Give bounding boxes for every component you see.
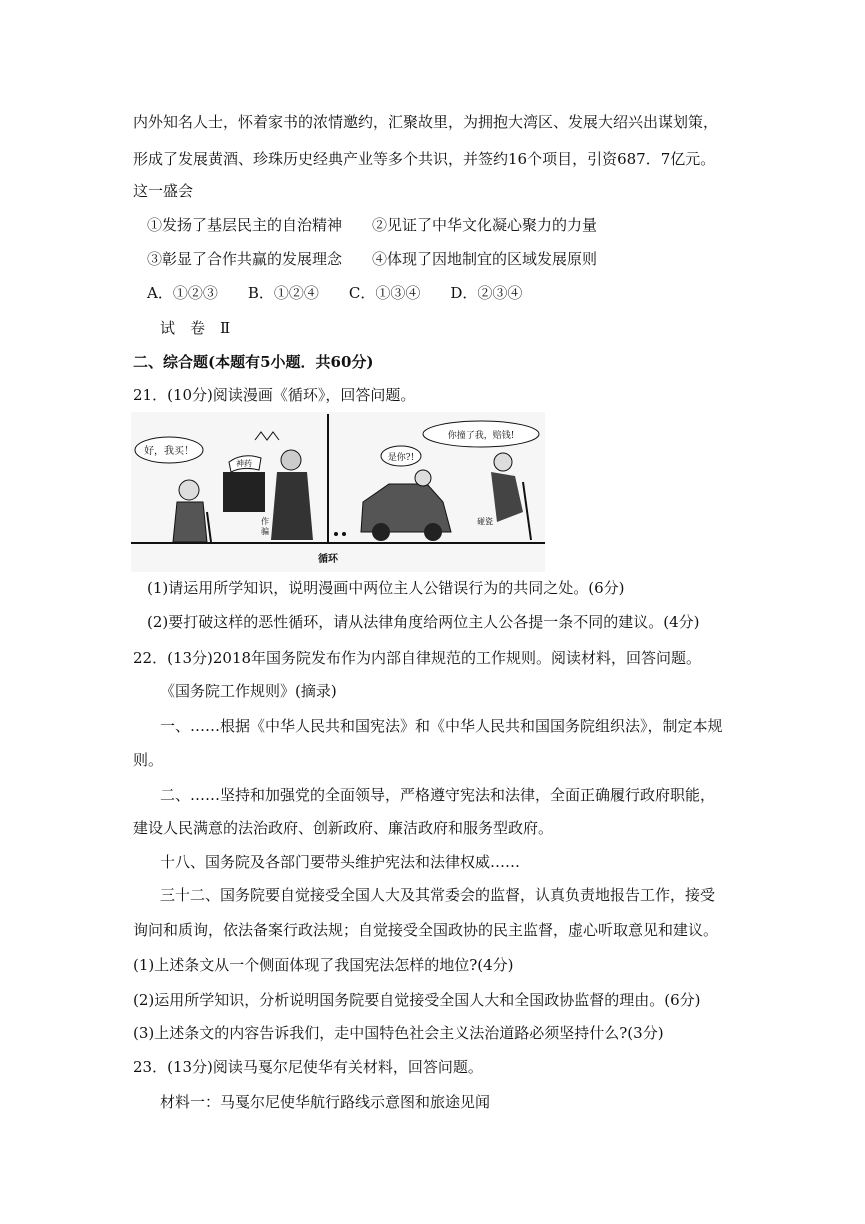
q22-article-1-line-1: 一、……根据《中华人民共和国宪法》和《中华人民共和国国务院组织法》，制定本规: [160, 717, 723, 735]
q20-text-line-2: 形成了发展黄酒、珍珠历史经典产业等多个共识，并签约16个项目，引资687．7亿元。: [133, 150, 716, 168]
q22-article-2-line-1: 二、……坚持和加强党的全面领导，严格遵守宪法和法律，全面正确履行政府职能，: [160, 786, 716, 804]
bubble-old-text: 你撞了我，赔钱!: [447, 431, 515, 441]
q20-answer-choices: A．①②③ B．①②④ C．①③④ D．②③④: [147, 284, 523, 302]
q20-options-line-2: ③彰显了合作共赢的发展理念 ④体现了因地制宜的区域发展原则: [147, 250, 598, 268]
q22-article-1-line-2: 则。: [133, 751, 164, 769]
cartoon-caption: 循环: [318, 554, 338, 565]
q22-article-32-line-2: 询问和质询，依法备案行政法规；自觉接受全国政协的民主监督，虚心听取意见和建议。: [133, 921, 719, 939]
bubble-driver-text: 是你?!: [387, 453, 415, 463]
q21-stem: 21．(10分)阅读漫画《循环》，回答问题。: [133, 386, 416, 404]
q21-sub-question-2: (2)要打破这样的恶性循环，请从法律角度给两位主人公各提一条不同的建议。(4分): [147, 613, 700, 631]
paper-2-title: 试 卷 Ⅱ: [160, 319, 231, 337]
q22-article-2-line-2: 建设人民满意的法治政府、创新政府、廉洁政府和服务型政府。: [133, 819, 554, 837]
q20-text-line-3: 这一盛会: [133, 182, 194, 200]
q23-stem: 23．(13分)阅读马戛尔尼使华有关材料，回答问题。: [133, 1058, 483, 1076]
q22-document-title: 《国务院工作规则》(摘录): [160, 682, 337, 700]
q20-text-line-1: 内外知名人士，怀着家书的浓情邀约，汇聚故里，为拥抱大湾区、发展大绍兴出谋划策，: [133, 113, 719, 131]
q23-material-1: 材料一：马戛尔尼使华航行路线示意图和旅途见闻: [160, 1093, 491, 1111]
q22-article-18: 十八、国务院及各部门要带头维护宪法和法律权威……: [160, 853, 521, 871]
q22-stem: 22．(13分)2018年国务院发布作为内部自律规范的工作规则。阅读材料，回答问题。: [133, 649, 702, 667]
q22-sub-question-2: (2)运用所学知识，分析说明国务院要自觉接受全国人大和全国政协监督的理由。(6分): [133, 991, 701, 1009]
fall-label-text: 碰瓷: [477, 517, 493, 526]
q22-sub-question-3: (3)上述条文的内容告诉我们，走中国特色社会主义法治道路必须坚持什么?(3分): [133, 1024, 664, 1042]
cartoon-cycle: [131, 412, 545, 572]
box-label-text: 神药: [236, 459, 252, 468]
bubble-left-text: 好，我买！: [144, 446, 194, 457]
q22-article-32-line-1: 三十二、国务院要自觉接受全国人大及其常委会的监督，认真负责地报告工作，接受: [160, 886, 716, 904]
q21-sub-question-1: (1)请运用所学知识，说明漫画中两位主人公错误行为的共同之处。(6分): [147, 579, 625, 597]
section-2-heading: 二、综合题(本题有5小题．共60分): [133, 353, 374, 371]
fraud-label-text: 作骗: [261, 517, 269, 536]
q22-sub-question-1: (1)上述条文从一个侧面体现了我国宪法怎样的地位?(4分): [133, 956, 514, 974]
q20-options-line-1: ①发扬了基层民主的自治精神 ②见证了中华文化凝心聚力的力量: [147, 216, 598, 234]
